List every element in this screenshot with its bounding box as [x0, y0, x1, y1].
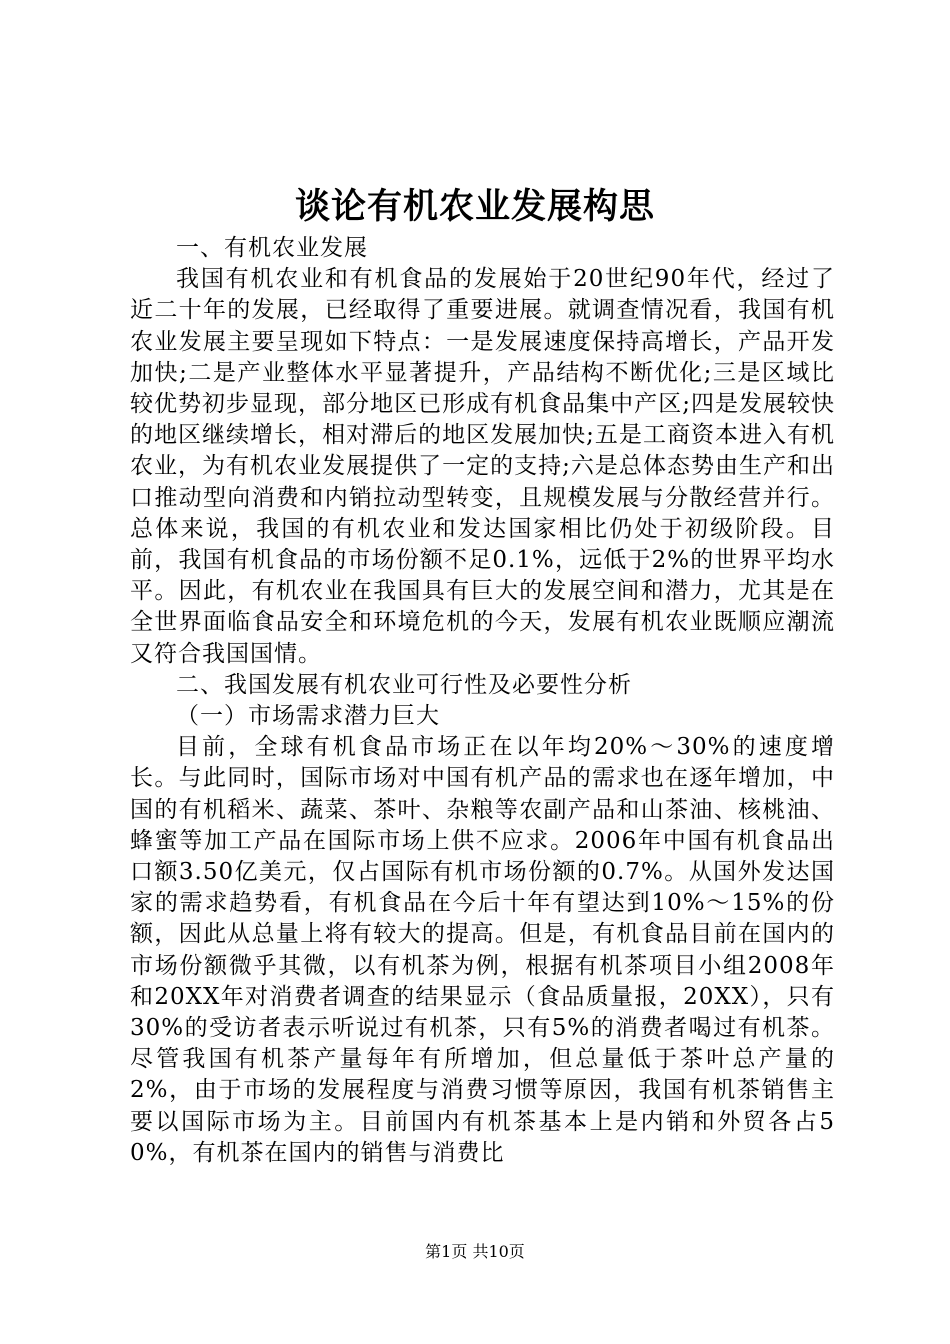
section-heading-1: 一、有机农业发展 [176, 235, 368, 261]
document-body [130, 233, 835, 1169]
body-paragraph-2: 目前，全球有机食品市场正在以年均20%～30%的速度增长。与此同时，国际市场对中国有机产品的需求也在逐年增加，中国的有机稻米、蔬菜、茶叶、杂粮等农副产品和山茶油、核桃油、蜂蜜等加工产品在国际市场上供不应求。2006年中国有机食品出口额3.50亿美元，仅占国际有机市场份额的0.7%。从国外发达国家的需求趋势看，有机食品在今后十年有望达到10%～15%的份额，因此从总量上将有较大的提高。但是，有机食品目前在国内的市场份额微乎其微，以有机茶为例，根据有机茶项目小组2008年和20XX年对消费者调查的结果显示（食品质量报，20XX），只有30%的受访者表示听说过有机茶，只有5%的消费者喝过有机茶。尽管我国有机茶产量每年有所增加，但总量低于茶叶总产量的2%，由于市场的发展程度与消费习惯等原因，我国有机茶销售主要以国际市场为主。目前国内有机茶基本上是内销和外贸各占50%，有机茶在国内的销售与消费比 [130, 734, 835, 1166]
document-title: 谈论有机农业发展构思 [294, 187, 655, 227]
page-footer: 第1页 共10页 [425, 1242, 525, 1261]
section-heading-2: 二、我国发展有机农业可行性及必要性分析 [176, 671, 632, 698]
subsection-heading-1: （一）市场需求潜力巨大 [176, 703, 440, 730]
body-paragraph-1: 我国有机农业和有机食品的发展始于20世纪90年代，经过了近二十年的发展，已经取得了重要进展。就调查情况看，我国有机农业发展主要呈现如下特点：一是发展速度保持高增长，产品开发加快;二是产业整体水平显著提升，产品结构不断优化;三是区域比较优势初步显现，部分地区已形成有机食品集中产区;四是发展较快的地区继续增长，相对滞后的地区发展加快;五是工商资本进入有机农业，为有机农业发展提供了一定的支持;六是总体态势由生产和出口推动型向消费和内销拉动型转变，且规模发展与分散经营并行。总体来说，我国的有机农业和发达国家相比仍处于初级阶段。目前，我国有机食品的市场份额不足0.1%，远低于2%的世界平均水平。因此，有机农业在我国具有巨大的发展空间和潜力，尤其是在全世界面临食品安全和环境危机的今天，发展有机农业既顺应潮流又符合我国国情。 [130, 266, 835, 667]
